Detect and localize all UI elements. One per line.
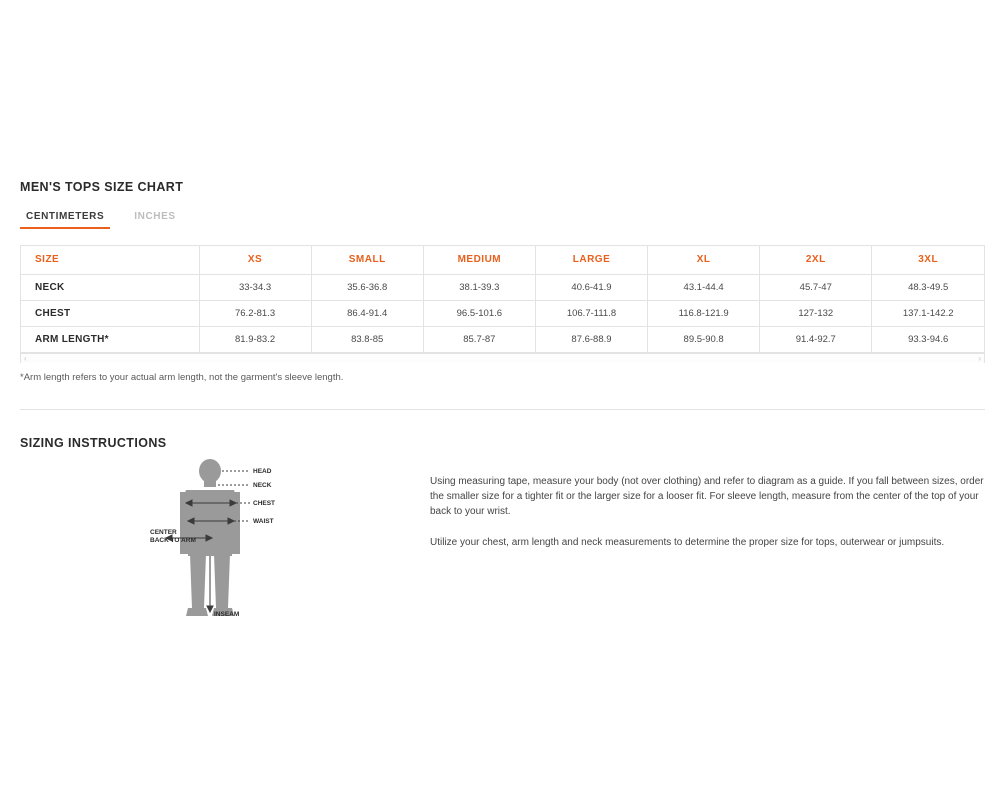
section-divider (20, 409, 985, 410)
column-header-xl: XL (648, 246, 760, 274)
instructions-paragraph-2: Utilize your chest, arm length and neck measurements to determine the proper size for tops, outerwear or jumpsuits. (430, 536, 945, 548)
cell-chest-medium: 96.5-101.6 (423, 300, 535, 326)
cell-arm-large: 87.6-88.9 (535, 326, 647, 352)
row-label-arm-length: ARM LENGTH* (21, 326, 199, 352)
cell-neck-xl: 43.1-44.4 (648, 274, 760, 300)
instructions-body (20, 466, 985, 646)
instructions-text-column (430, 466, 985, 646)
scroll-right-icon[interactable]: › (978, 353, 981, 363)
cell-neck-small: 35.6-36.8 (311, 274, 423, 300)
cell-arm-xl: 89.5-90.8 (648, 326, 760, 352)
cell-arm-medium: 85.7-87 (423, 326, 535, 352)
column-header-2xl: 2XL (760, 246, 872, 274)
cell-chest-2xl: 127-132 (760, 300, 872, 326)
row-label-neck: NECK (21, 274, 199, 300)
row-label-chest: CHEST (21, 300, 199, 326)
cell-chest-xs: 76.2-81.3 (199, 300, 311, 326)
column-header-small: SMALL (311, 246, 423, 274)
cell-chest-3xl: 137.1-142.2 (872, 300, 984, 326)
size-table-container (20, 245, 985, 363)
cell-chest-small: 86.4-91.4 (311, 300, 423, 326)
cell-neck-medium: 38.1-39.3 (423, 274, 535, 300)
tab-centimeters[interactable]: CENTIMETERS (20, 210, 110, 229)
cell-neck-2xl: 45.7-47 (760, 274, 872, 300)
column-header-large: LARGE (535, 246, 647, 274)
column-header-medium: MEDIUM (423, 246, 535, 274)
page-title: MEN'S TOPS SIZE CHART (20, 180, 184, 194)
table-footnote: *Arm length refers to your actual arm length, not the garment's sleeve length. (20, 371, 344, 383)
figure-label-neck: NECK (253, 481, 272, 489)
cell-arm-xs: 81.9-83.2 (199, 326, 311, 352)
instructions-title: SIZING INSTRUCTIONS (20, 435, 167, 450)
cell-arm-2xl: 91.4-92.7 (760, 326, 872, 352)
instructions-paragraph-1: Using measuring tape, measure your body (not over clothing) and refer to diagram as a guide. If you fall between sizes, order the smaller size for a tighter fit or the larger size for a looser fit. For sleeve length, measure from the center of the top of your back to your wrist. (430, 475, 984, 517)
table-row (21, 326, 984, 352)
cell-neck-3xl: 48.3-49.5 (872, 274, 984, 300)
figure-column (20, 466, 430, 646)
cell-arm-3xl: 93.3-94.6 (872, 326, 984, 352)
table-header-row (21, 246, 984, 274)
sizing-instructions-section (20, 436, 985, 646)
tab-inches[interactable]: INCHES (128, 210, 181, 229)
horizontal-scrollbar[interactable] (21, 353, 984, 363)
unit-tabs (20, 210, 985, 229)
figure-label-center: CENTER (150, 528, 177, 536)
figure-label-chest: CHEST (253, 499, 276, 507)
table-row (21, 274, 984, 300)
table-row (21, 300, 984, 326)
cell-arm-small: 83.8-85 (311, 326, 423, 352)
scroll-left-icon[interactable]: ‹ (24, 353, 27, 363)
figure-label-inseam: INSEAM (214, 610, 240, 618)
column-header-size: SIZE (21, 246, 199, 274)
measurement-figure-icon (150, 458, 340, 638)
figure-label-back-to-arm: BACK TO ARM (150, 536, 196, 544)
figure-label-waist: WAIST (253, 517, 274, 525)
figure-label-head: HEAD (253, 467, 272, 475)
column-header-xs: XS (199, 246, 311, 274)
cell-chest-large: 106.7-111.8 (535, 300, 647, 326)
cell-chest-xl: 116.8-121.9 (648, 300, 760, 326)
content-area (20, 180, 985, 646)
cell-neck-xs: 33-34.3 (199, 274, 311, 300)
size-chart-table (21, 246, 984, 353)
cell-neck-large: 40.6-41.9 (535, 274, 647, 300)
column-header-3xl: 3XL (872, 246, 984, 274)
